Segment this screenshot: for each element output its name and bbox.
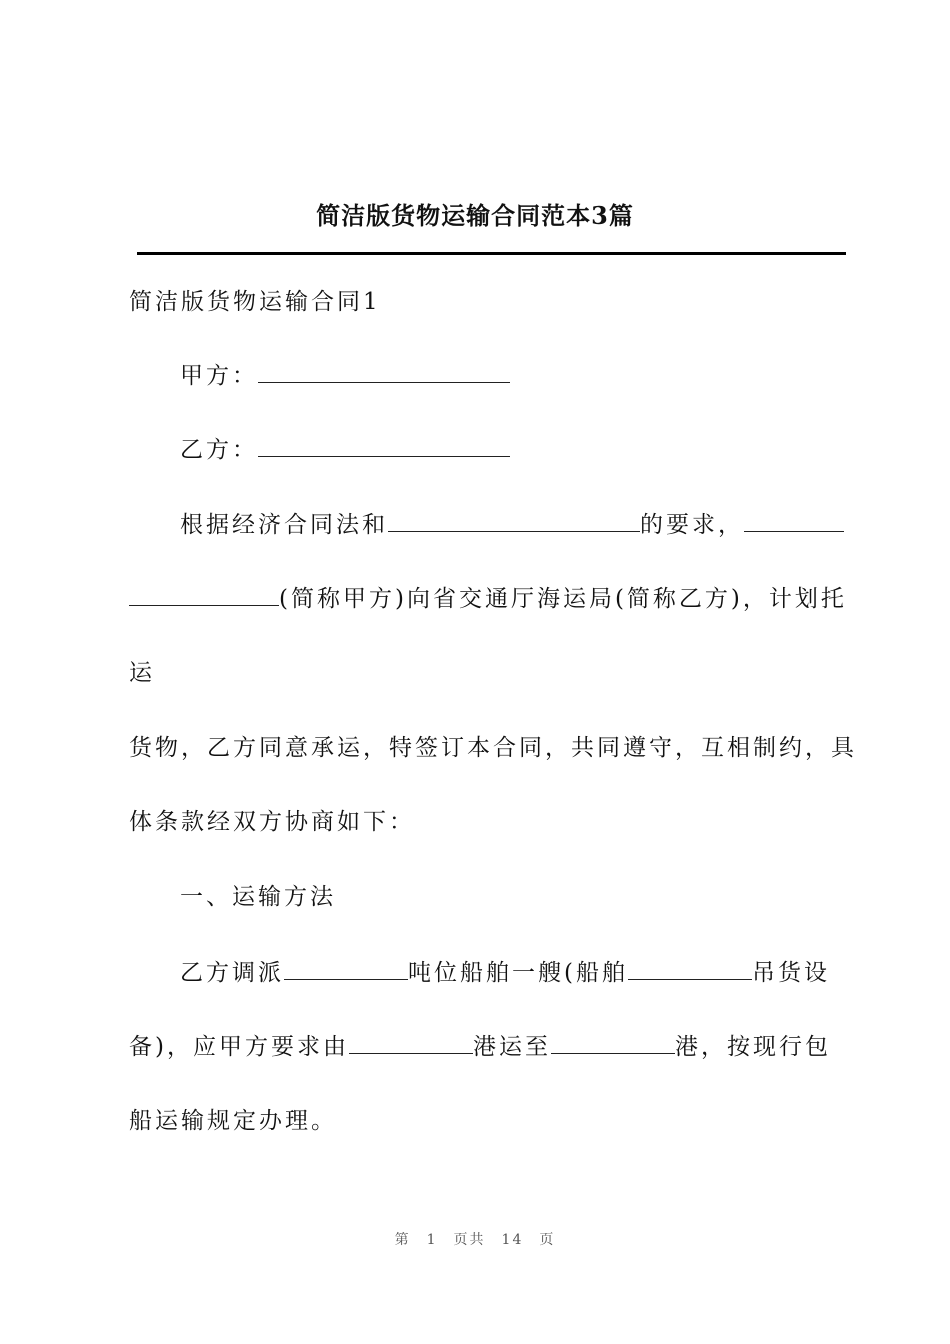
clause-1-line-2: [129, 1028, 831, 1061]
clause1-text-e: 港运至: [472, 1034, 551, 1060]
total-pages-number: 14: [501, 1232, 524, 1248]
paragraph-1-line-3: 运: [129, 660, 155, 686]
paragraph-1-line-2: [129, 580, 847, 613]
clause1-text-b: 吨位船舶一艘(船舶: [408, 960, 628, 986]
clause1-text-d: 备)，应甲方要求由: [129, 1034, 349, 1060]
para1-blank-a: [388, 509, 640, 532]
party-a-label: 甲方：: [180, 363, 258, 389]
current-page-number: 1: [426, 1232, 438, 1248]
para1-blank-b: [744, 509, 844, 532]
para1-blank-c: [129, 583, 279, 606]
clause-1-line-3: 船运输规定办理。: [129, 1108, 337, 1134]
tonnage-blank: [284, 957, 408, 980]
footer-prefix: 第: [394, 1232, 411, 1248]
title-underline: [137, 252, 846, 255]
paragraph-1-line-1: [180, 506, 844, 539]
clause1-text-c: 吊货设: [751, 960, 830, 986]
para1-text-a: 根据经济合同法和: [180, 512, 388, 538]
paragraph-1-line-4: 货物，乙方同意承运，特签订本合同，共同遵守，互相制约，具: [129, 735, 857, 761]
footer-suffix: 页: [539, 1232, 556, 1248]
page-footer: [0, 1229, 950, 1249]
page-title: 简洁版货物运输合同范本3篇: [316, 201, 634, 230]
clause1-text-a: 乙方调派: [180, 960, 284, 986]
party-b-blank: [258, 434, 510, 457]
origin-port-blank: [349, 1031, 473, 1054]
para1-text-c: (简称甲方)向省交通厅海运局(简称乙方)，计划托: [279, 586, 847, 612]
section-heading: 简洁版货物运输合同1: [129, 289, 381, 315]
paragraph-1-line-5: 体条款经双方协商如下：: [129, 809, 415, 835]
party-a-line: [180, 357, 510, 390]
party-b-label: 乙方：: [180, 437, 258, 463]
clause-1-heading: 一、运输方法: [180, 884, 336, 910]
clause-1-line-1: [180, 954, 830, 987]
party-a-blank: [258, 360, 510, 383]
crane-blank: [628, 957, 752, 980]
footer-mid: 页共: [453, 1232, 486, 1248]
para1-text-b: 的要求，: [640, 512, 744, 538]
party-b-line: [180, 431, 510, 464]
destination-port-blank: [551, 1031, 675, 1054]
clause1-text-f: 港，按现行包: [674, 1034, 831, 1060]
